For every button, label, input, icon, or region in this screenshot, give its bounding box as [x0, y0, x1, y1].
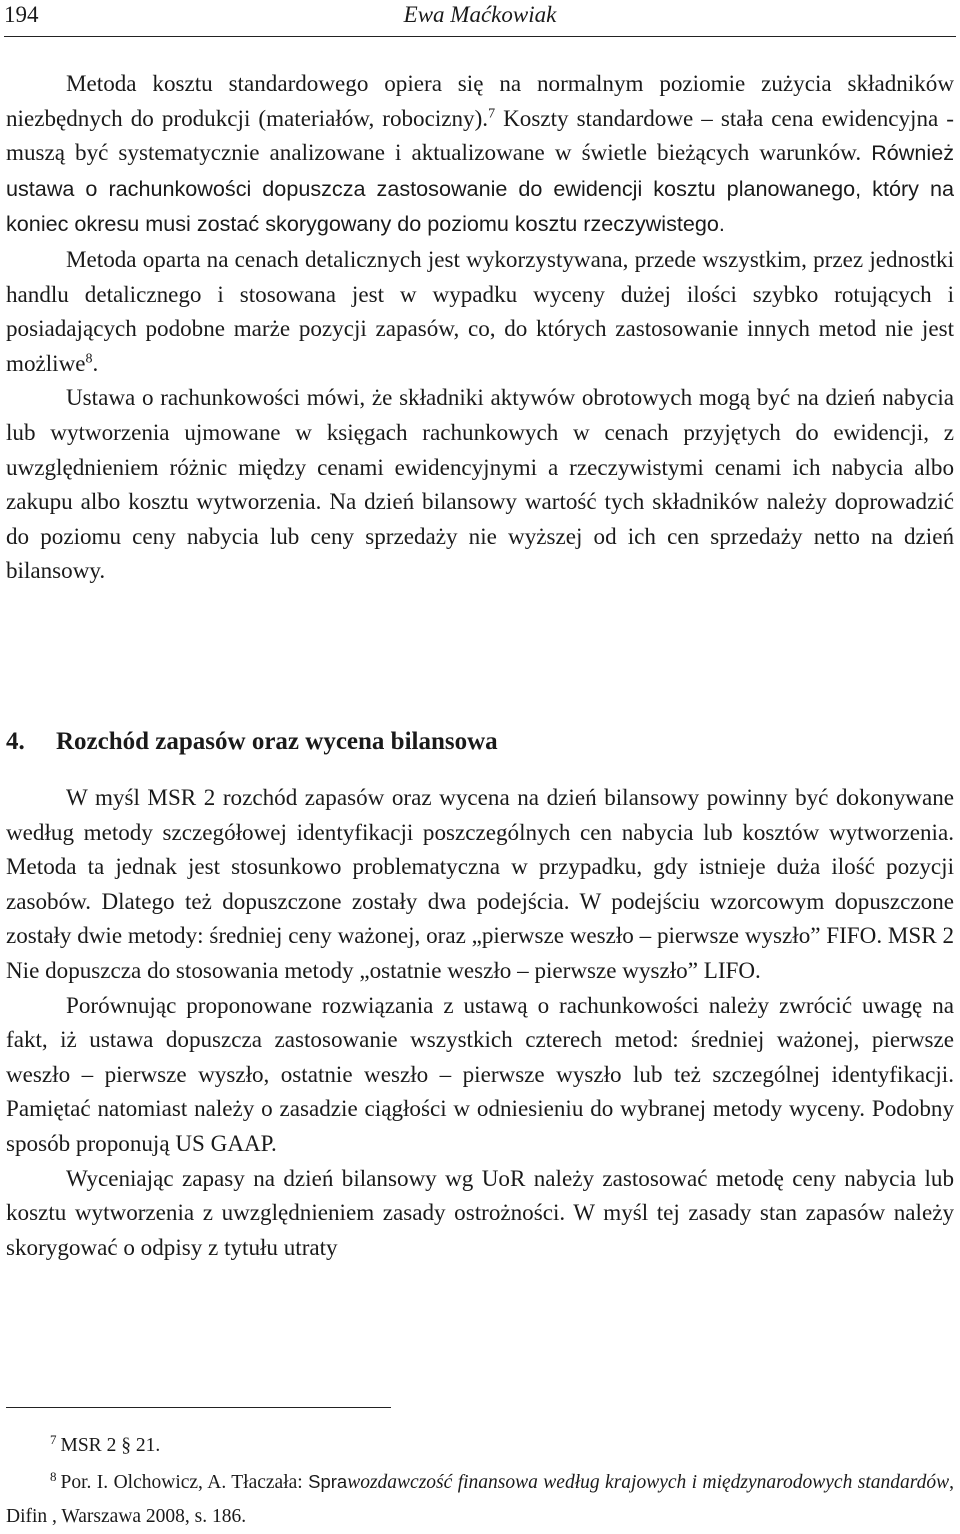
paragraph-accounting-act: Ustawa o rachunkowości mówi, że składniki aktywów obrotowych mogą być na dzień nabycia lub wytworzenia ujmowane w księgach rachunkowych w cenach przyjętych do ewidencji, z uwzględnieniem różnic między cenami ewidencyjnymi a rzeczywistymi cenami ich nabycia albo zakupu albo kosztu wytworzenia. Na dzień bilansowy wartość tych składników należy doprowadzić do poziomu ceny nabycia lub ceny sprzedaży nie wyższej od ich cen sprzedaży netto na dzień bilansowy. [6, 384, 954, 584]
footnote-text: Por. I. Olchowicz, A. Tłaczała: [60, 1472, 309, 1493]
footnote-reference[interactable]: 7 [488, 105, 496, 121]
running-header-author: Ewa Maćkowiak [403, 2, 557, 27]
paragraph-standard-cost [6, 66, 954, 242]
footnote-separator [6, 1407, 391, 1408]
paragraph-retail-method [6, 242, 954, 380]
footnote-text: , Difin , Warszawa 2008, s. 186. [6, 1472, 954, 1527]
body-text-upper [6, 66, 954, 588]
paragraph-text: Metoda kosztu standardowego opiera się na normalnym poziomie zużycia składników niezbędnych do produkcji (materiałów, robocizny). [6, 70, 954, 131]
paragraph-text: Również ustawa o rachunkowości dopuszcza zastosowanie do ewidencji kosztu planowanego, który na koniec okresu musi zostać skorygowany do poziomu kosztu rzeczywistego. [6, 140, 954, 237]
footnote-mark: 7 [50, 1431, 57, 1447]
footnote-7 [6, 1429, 954, 1463]
paragraph-text: Metoda oparta na cenach detalicznych jest wykorzystywana, przede wszystkim, przez jednostki handlu detalicznego i stosowana jest w wypadku wyceny dużej ilości szybko rotujących i posiadających podobne marże pozycji zapasów, co, do których zastosowanie innych metod nie jest możliwe [6, 245, 954, 376]
paragraph-ias2-methods: W myśl MSR 2 rozchód zapasów oraz wycena na dzień bilansowy powinny być dokonywane według metody szczegółowej identyfikacji poszczególnych cen nabycia lub kosztów wytworzenia. Metoda ta jednak jest stosunkowo problematyczna w przypadku, gdy istnieje duża ilość pozycji zasobów. Dlatego też dopuszczone zostały dwa podejścia. W podejściu wzorcowym dopuszczone zostały dwie metody: średniej ceny ważonej, oraz „pierwsze weszło – pierwsze wyszło” FIFO. MSR 2 Nie dopuszcza do stosowania metody „ostatnie weszło – pierwsze wyszło” LIFO. [6, 784, 954, 983]
page-number: 194 [4, 2, 39, 27]
paragraph-balance-valuation: Wyceniając zapasy na dzień bilansowy wg UoR należy zastosować metodę ceny nabycia lub kosztu wytworzenia z uwzględnieniem zasady ostrożności. W myśl tej zasady stan zapasów należy skorygować o odpisy z tytułu utraty [6, 1164, 954, 1260]
paragraph-text: Koszty standardowe – stała cena ewidencyjna - muszą być systematycznie analizowane i aktualizowane w świetle bieżących warunków. [6, 104, 954, 166]
footnote-mark: 8 [50, 1468, 57, 1484]
paragraph-text: . [92, 349, 99, 376]
running-header [4, 0, 956, 37]
footnote-book-title: wozdawczość finansowa według krajowych i międzynarodowych standardów [347, 1472, 950, 1493]
section-number: 4. [6, 728, 25, 755]
body-text-lower [6, 780, 954, 1264]
section-title: Rozchód zapasów oraz wycena bilansowa [56, 728, 498, 755]
paragraph-comparison: Porównując proponowane rozwiązania z ustawą o rachunkowości należy zwrócić uwagę na fakt, iż ustawa dopuszcza zastosowanie wszystkich czterech metod: średniej ważonej, pierwsze weszło – pierwsze wyszło, ostatnie weszło – pierwsze wyszło lub też szczególnej identyfikacji. Pamiętać natomiast należy o zasadzie ciągłości w odniesieniu do wybranej metody wyceny. Podobny sposób proponują US GAAP. [6, 991, 954, 1156]
footnote-reference[interactable]: 8 [85, 351, 93, 367]
footnote-text: MSR 2 § 21. [60, 1435, 161, 1456]
footnote-8 [6, 1465, 954, 1534]
section-heading [6, 728, 498, 756]
footnote-text: Spra [308, 1471, 348, 1492]
